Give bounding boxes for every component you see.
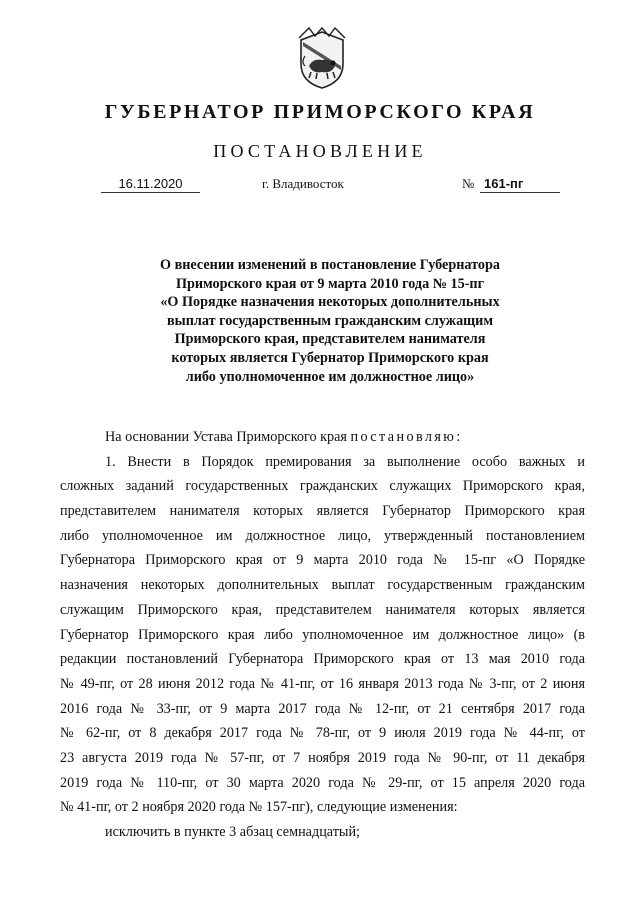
title-line: которых является Губернатор Приморского края [171,349,489,366]
title-line: Приморского края, представителем нанимателя [174,331,486,348]
title-line: выплат государственным гражданским служащим [166,312,493,329]
document-body [60,425,585,845]
paragraph-line: служащим Приморского края, представителем нанимателя которых является [60,601,585,618]
paragraph-line: № 62-пг, от 8 декабря 2017 года № 78-пг, от 9 июля 2019 года № 44-пг, от [60,725,585,742]
paragraph-line: № 41-пг, от 2 ноября 2020 года № 157-пг), следующие изменения: [60,799,458,816]
document-number: 161-пг [480,176,560,193]
paragraph-line: Губернатор Приморского края либо уполномоченное им должностное лицо» (в [60,626,585,643]
title-line: О внесении изменений в постановление Губернатора [160,257,500,273]
document-title [120,256,540,386]
paragraph-line: 1. Внести в Порядок премирования за выполнение особо важных и [105,453,585,470]
preamble-text: На основании Устава Приморского края [105,429,351,445]
paragraph-line: 2016 года № 33-пг, от 9 марта 2017 года № 12-пг, от 21 сентября 2017 года [60,700,585,717]
title-line: «О Порядке назначения некоторых дополнительных [160,294,500,311]
paragraph-line: назначения некоторых дополнительных выплат государственным гражданским [60,577,585,594]
change-item: исключить в пункте 3 абзац семнадцатый; [105,824,360,840]
title-line: Приморского края от 9 марта 2010 года № 15-пг [175,275,485,292]
document-city: г. Владивосток [262,176,344,191]
preamble-colon: : [456,429,461,445]
document-date: 16.11.2020 [101,176,200,193]
paragraph-line: № 49-пг, от 28 июня 2012 года № 41-пг, от 16 января 2013 года № 3-пг, от 2 июня [60,675,585,692]
title-line: либо уполномоченное им должностное лицо» [185,368,475,385]
preamble [60,425,585,450]
document-type: ПОСТАНОВЛЕНИЕ [213,141,427,161]
paragraph-line: представителем нанимателя которых является Губернатор Приморского края [60,503,585,520]
number-sign: № [462,176,475,191]
coat-of-arms-icon [295,26,349,90]
issuer-title: ГУБЕРНАТОР ПРИМОРСКОГО КРАЯ [104,101,536,123]
preamble-decree-word: постановляю [350,429,457,445]
paragraph-line: сложных заданий государственных гражданских служащих Приморского края, [60,478,585,495]
paragraph-line: либо уполномоченное им должностное лицо, утвержденный постановлением [60,527,585,544]
paragraph-line: 23 августа 2019 года № 57-пг, от 7 ноября 2019 года № 90-пг, от 11 декабря [60,749,585,766]
paragraph-line: Губернатора Приморского края от 9 марта 2010 года № 15-пг «О Порядке [60,552,585,569]
paragraph-line: редакции постановлений Губернатора Приморского края от 13 мая 2010 года [60,651,585,668]
paragraph-line: 2019 года № 110-пг, от 30 марта 2020 года № 29-пг, от 15 апреля 2020 года [60,774,585,791]
